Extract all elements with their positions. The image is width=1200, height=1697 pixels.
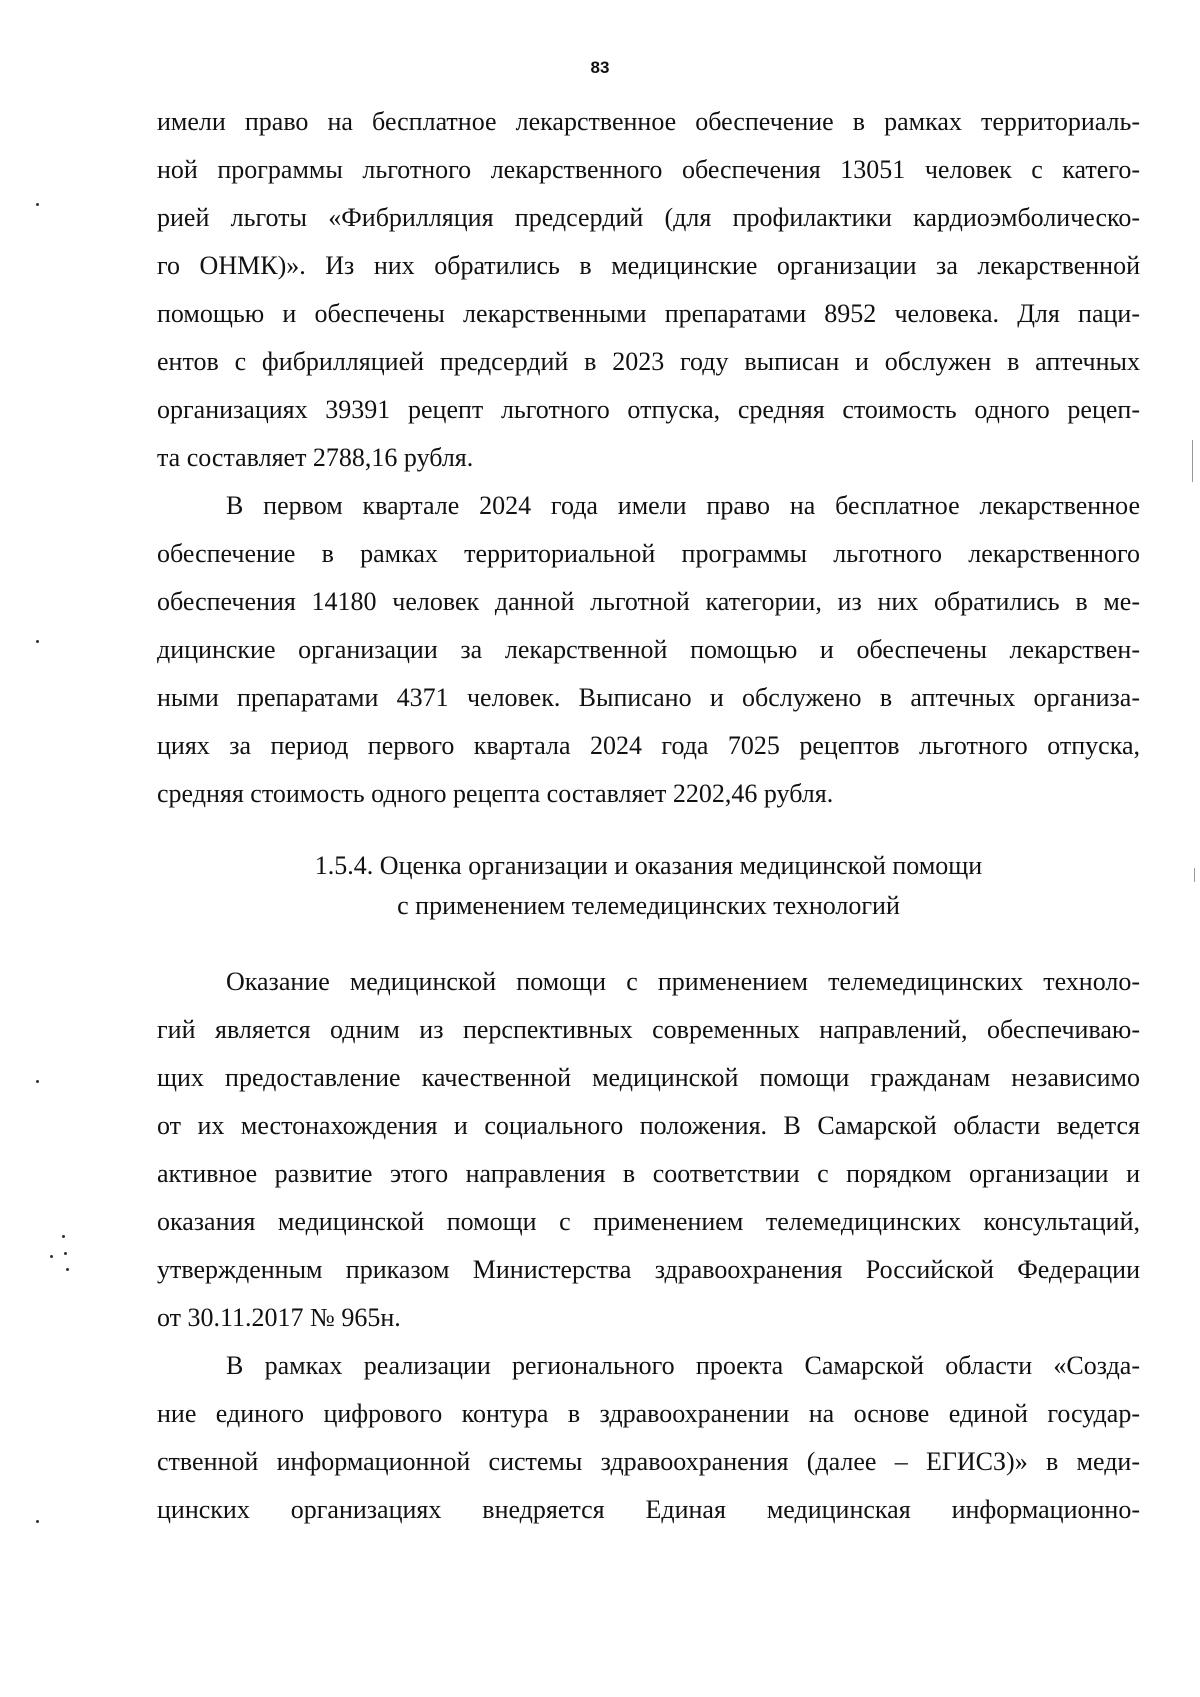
section-heading-line-2: с применением телемедицинских технологий xyxy=(397,891,900,920)
section-heading-line-1: 1.5.4. Оценка организации и оказания медицинской помощи xyxy=(314,851,983,880)
scan-speck xyxy=(36,640,39,643)
paragraph-line: Оказание медицинской помощи с применением телемедицинских техноло- xyxy=(226,967,1140,996)
section-heading xyxy=(157,846,1140,926)
paragraph-2 xyxy=(157,482,1140,818)
paragraph-line: организациях 39391 рецепт льготного отпуска, средняя стоимость одного рецеп- xyxy=(157,395,1140,424)
scan-speck xyxy=(36,1080,39,1083)
scan-speck xyxy=(66,1268,69,1271)
scan-speck xyxy=(50,1255,53,1258)
paragraph-line: ственной информационной системы здравоохранения (далее – ЕГИСЗ)» в меди- xyxy=(157,1447,1140,1476)
scan-speck xyxy=(36,203,39,206)
paragraph-line: утвержденным приказом Министерства здравоохранения Российской Федерации xyxy=(157,1255,1140,1284)
paragraph-line: средняя стоимость одного рецепта составляет 2202,46 рубля. xyxy=(157,779,834,808)
paragraph-line: циях за период первого квартала 2024 года 7025 рецептов льготного отпуска, xyxy=(157,731,1140,760)
paragraph-line: ние единого цифрового контура в здравоохранении на основе единой государ- xyxy=(157,1399,1140,1428)
paragraph-line: гий является одним из перспективных современных направлений, обеспечиваю- xyxy=(157,1015,1140,1044)
paragraph-line: обеспечения 14180 человек данной льготной категории, из них обратились в ме- xyxy=(157,587,1140,616)
paragraph-line: го ОНМК)». Из них обратились в медицинские организации за лекарственной xyxy=(157,251,1140,280)
paragraph-line: от 30.11.2017 № 965н. xyxy=(157,1303,401,1332)
paragraph-line: активное развитие этого направления в соответствии с порядком организации и xyxy=(157,1159,1140,1188)
scan-edge-mark xyxy=(1194,868,1195,882)
paragraph-line: ными препаратами 4371 человек. Выписано и обслужено в аптечных организа- xyxy=(157,683,1140,712)
paragraph-line: та составляет 2788,16 рубля. xyxy=(157,443,474,472)
paragraph-line: рией льготы «Фибрилляция предсердий (для профилактики кардиоэмболическо- xyxy=(157,203,1140,232)
paragraph-line: от их местонахождения и социального положения. В Самарской области ведется xyxy=(157,1111,1140,1140)
paragraph-3 xyxy=(157,958,1140,1342)
paragraph-line: оказания медицинской помощи с применением телемедицинских консультаций, xyxy=(157,1207,1140,1236)
scan-speck xyxy=(64,1252,67,1255)
scan-edge-mark xyxy=(1192,440,1193,482)
paragraph-line: В первом квартале 2024 года имели право на бесплатное лекарственное xyxy=(226,491,1140,520)
paragraph-line: В рамках реализации регионального проекта Самарской области «Созда- xyxy=(226,1351,1140,1380)
page-content xyxy=(157,98,1140,1534)
paragraph-4 xyxy=(157,1342,1140,1534)
scan-speck xyxy=(62,1235,65,1238)
paragraph-line: дицинские организации за лекарственной помощью и обеспечены лекарствен- xyxy=(157,635,1140,664)
scan-speck xyxy=(36,1520,39,1523)
paragraph-line: щих предоставление качественной медицинской помощи гражданам независимо xyxy=(157,1063,1140,1092)
paragraph-line: ной программы льготного лекарственного обеспечения 13051 человек с катего- xyxy=(157,155,1140,184)
paragraph-line: помощью и обеспечены лекарственными препаратами 8952 человека. Для паци- xyxy=(157,299,1140,328)
paragraph-line: обеспечение в рамках территориальной программы льготного лекарственного xyxy=(157,539,1140,568)
paragraph-line: ентов с фибрилляцией предсердий в 2023 году выписан и обслужен в аптечных xyxy=(157,347,1140,376)
paragraph-line: имели право на бесплатное лекарственное обеспечение в рамках территориаль- xyxy=(157,107,1140,136)
paragraph-1 xyxy=(157,98,1140,482)
paragraph-line: цинских организациях внедряется Единая медицинская информационно- xyxy=(157,1495,1140,1524)
page-number: 83 xyxy=(590,58,610,77)
